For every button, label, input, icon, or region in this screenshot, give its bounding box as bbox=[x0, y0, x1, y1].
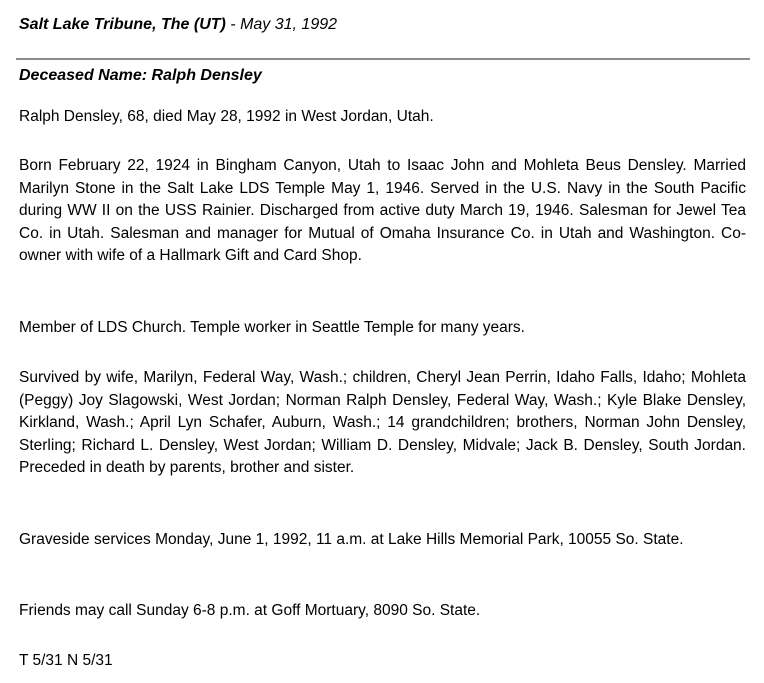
deceased-name-line bbox=[19, 67, 262, 85]
publication-name: Salt Lake Tribune, The (UT) bbox=[19, 16, 226, 33]
church-paragraph: Member of LDS Church. Temple worker in Seattle Temple for many years. bbox=[19, 319, 525, 336]
deceased-separator: : bbox=[141, 67, 152, 84]
header-divider bbox=[16, 58, 750, 60]
publication-header bbox=[19, 16, 337, 34]
publication-codes: T 5/31 N 5/31 bbox=[19, 652, 113, 669]
biography-paragraph: Born February 22, 1924 in Bingham Canyon, Utah to Isaac John and Mohleta Beus Densley. Married Marilyn Stone in the Salt Lake LDS Temple May 1, 1946. Served in the U.S. Navy in the South Pacific during WW II on the USS Rainier. Discharged from active duty March 19, 1946. Salesman for Jewel Tea Co. in Utah. Salesman and manager for Mutual of Omaha Insurance Co. in Utah and Washington. Co-owner with wife of a Hallmark Gift and Card Shop. bbox=[19, 157, 746, 265]
death-summary-paragraph: Ralph Densley, 68, died May 28, 1992 in West Jordan, Utah. bbox=[19, 108, 434, 125]
header-separator: - bbox=[225, 16, 241, 33]
survivors-paragraph: Survived by wife, Marilyn, Federal Way, Wash.; children, Cheryl Jean Perrin, Idaho Falls, Idaho; Mohleta (Peggy) Joy Slagowski, West Jordan; Norman Ralph Densley, Federal Way, Wash.; Kyle Blake Densley, Kirkland, Wash.; April Lyn Schafer, Auburn, Wash.; 14 grandchildren; brothers, Norman John Densley, Sterling; Richard L. Densley, West Jordan; William D. Densley, Midvale; Jack B. Densley, South Jordan. Preceded in death by parents, brother and sister. bbox=[19, 369, 746, 477]
deceased-name: Ralph Densley bbox=[151, 67, 262, 84]
publication-date: May 31, 1992 bbox=[240, 16, 338, 33]
deceased-label: Deceased Name bbox=[19, 67, 142, 84]
visitation-paragraph: Friends may call Sunday 6-8 p.m. at Goff Mortuary, 8090 So. State. bbox=[19, 602, 481, 619]
services-paragraph: Graveside services Monday, June 1, 1992, 11 a.m. at Lake Hills Memorial Park, 10055 So. State. bbox=[19, 531, 684, 548]
